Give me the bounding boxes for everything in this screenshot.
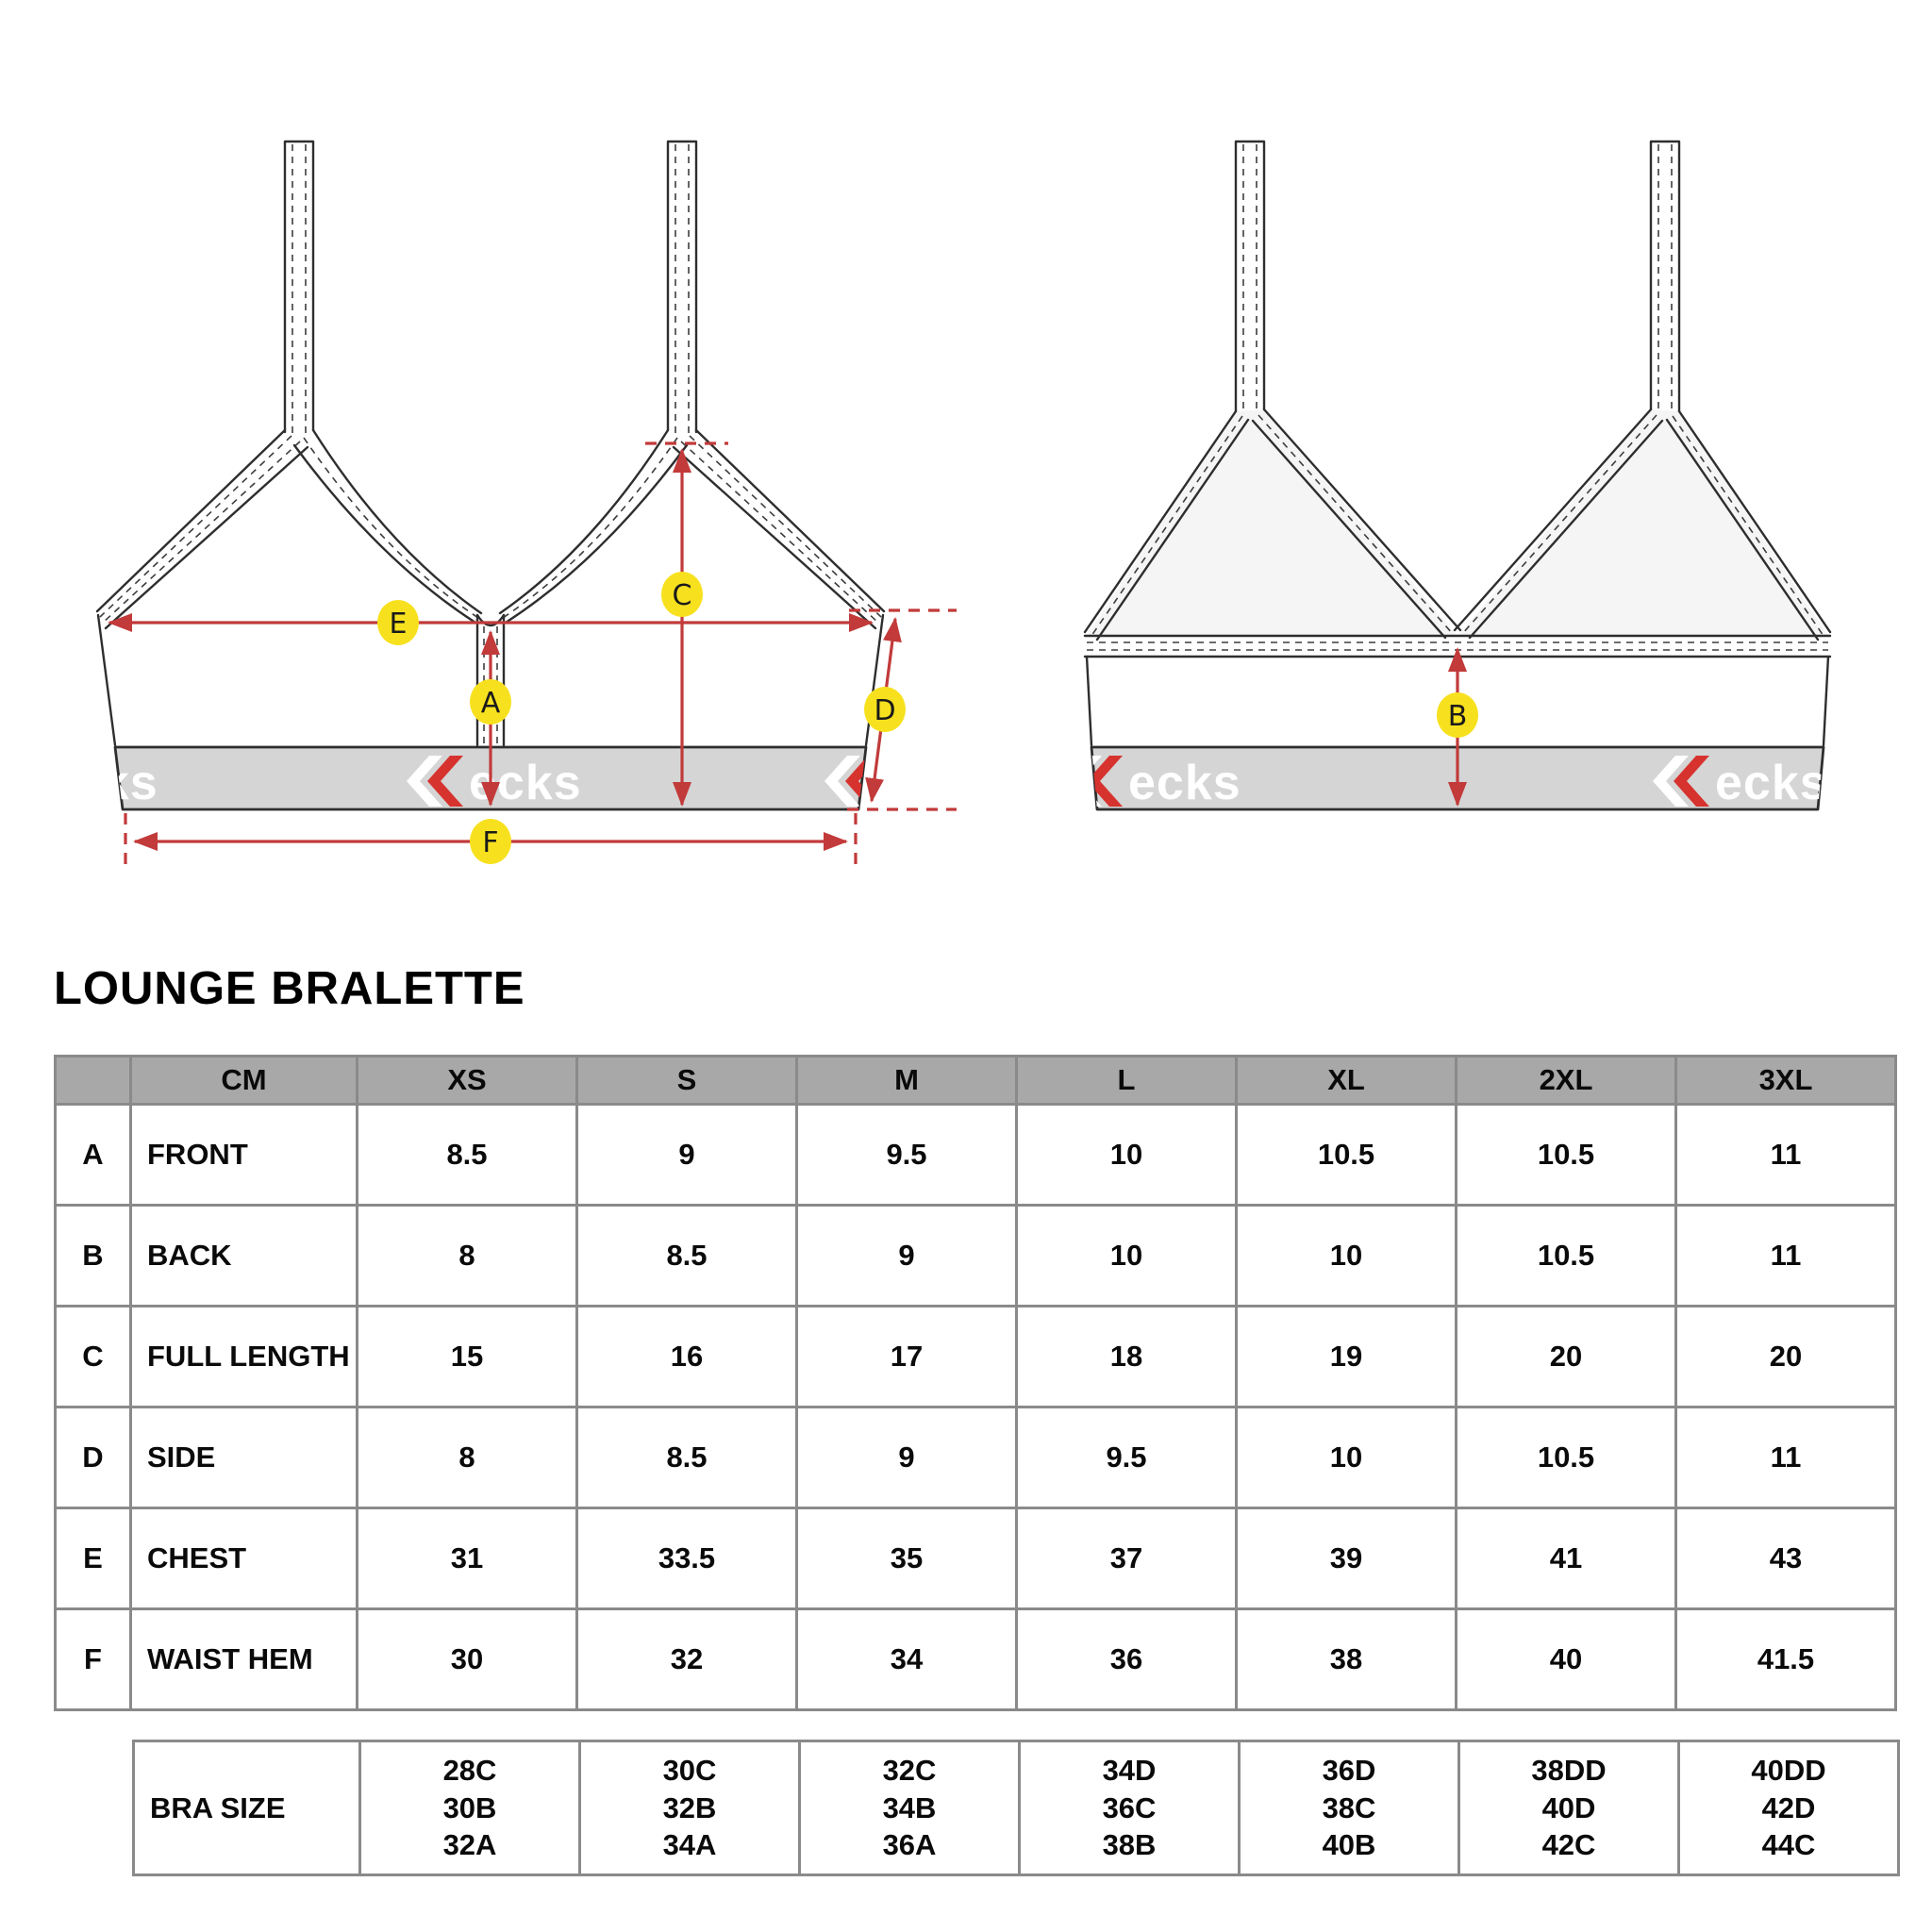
bra-size-line: 38B <box>1102 1828 1157 1862</box>
bralette-diagram-svg: ecks E A C D F B <box>0 0 1932 924</box>
column-header-l: L <box>1017 1057 1237 1105</box>
column-header-xl: XL <box>1237 1057 1457 1105</box>
row-letter: D <box>56 1407 131 1508</box>
table-row-back <box>56 1206 1896 1307</box>
bra-size-label: BRA SIZE <box>134 1741 360 1875</box>
size-value: 31 <box>358 1508 577 1609</box>
size-value: 10.5 <box>1457 1105 1676 1206</box>
size-value: 10.5 <box>1457 1206 1676 1307</box>
bra-size-cell-m <box>800 1741 1020 1875</box>
back-straps <box>1236 142 1679 413</box>
column-header-3xl: 3XL <box>1676 1057 1896 1105</box>
size-value: 9.5 <box>1017 1407 1237 1508</box>
bra-size-line: 30C <box>662 1754 717 1787</box>
bra-size-line: 40B <box>1322 1828 1376 1862</box>
size-value: 15 <box>358 1307 577 1407</box>
front-measure-labels <box>377 572 906 864</box>
table-row-chest <box>56 1508 1896 1609</box>
bra-size-line: 34A <box>662 1828 717 1862</box>
bra-size-cell-l <box>1020 1741 1240 1875</box>
row-letter: F <box>56 1609 131 1710</box>
badge-c-letter: C <box>672 579 692 612</box>
size-value: 35 <box>797 1508 1017 1609</box>
unit-header: CM <box>131 1057 358 1105</box>
table-row-side <box>56 1407 1896 1508</box>
table-row-waist-hem <box>56 1609 1896 1710</box>
bra-size-line: 40DD <box>1751 1754 1826 1787</box>
bra-size-line: 42D <box>1761 1790 1816 1824</box>
size-value: 41.5 <box>1676 1609 1896 1710</box>
size-value: 10 <box>1017 1206 1237 1307</box>
back-view <box>1066 142 1830 810</box>
size-value: 9 <box>577 1105 797 1206</box>
size-value: 20 <box>1457 1307 1676 1407</box>
size-value: 34 <box>797 1609 1017 1710</box>
bra-size-cell-xs <box>360 1741 580 1875</box>
size-value: 10.5 <box>1237 1105 1457 1206</box>
badge-e-letter: E <box>389 608 408 641</box>
row-label: CHEST <box>131 1508 358 1609</box>
badge-f-letter: F <box>482 826 499 859</box>
row-label: WAIST HEM <box>131 1609 358 1710</box>
size-value: 41 <box>1457 1508 1676 1609</box>
size-value: 32 <box>577 1609 797 1710</box>
size-value: 9.5 <box>797 1105 1017 1206</box>
bra-size-line: 32C <box>882 1754 937 1787</box>
size-value: 8.5 <box>358 1105 577 1206</box>
size-value: 11 <box>1676 1206 1896 1307</box>
size-value: 38 <box>1237 1609 1457 1710</box>
size-value: 10 <box>1017 1105 1237 1206</box>
badge-b-letter: B <box>1447 700 1468 733</box>
bra-size-line: 40D <box>1541 1790 1596 1824</box>
size-table-header-row <box>56 1057 1896 1105</box>
column-header-2xl: 2XL <box>1457 1057 1676 1105</box>
bra-size-line: 28C <box>442 1754 497 1787</box>
badge-d-letter: D <box>874 694 896 727</box>
bra-size-cell-2xl <box>1459 1741 1679 1875</box>
bra-size-line: 34B <box>882 1790 937 1824</box>
bra-size-line: 32A <box>442 1828 497 1862</box>
front-view <box>0 142 1000 866</box>
size-value: 18 <box>1017 1307 1237 1407</box>
column-header-s: S <box>577 1057 797 1105</box>
bra-size-table <box>132 1740 1900 1876</box>
measurement-diagrams <box>0 0 1932 924</box>
table-row-front <box>56 1105 1896 1206</box>
bra-size-line: 34D <box>1102 1754 1157 1787</box>
size-value: 40 <box>1457 1609 1676 1710</box>
bra-size-cell-xl <box>1240 1741 1459 1875</box>
row-label: SIDE <box>131 1407 358 1508</box>
row-letter: B <box>56 1206 131 1307</box>
row-label: FULL LENGTH <box>131 1307 358 1407</box>
front-cup-trims <box>97 430 884 628</box>
row-label: FRONT <box>131 1105 358 1206</box>
size-value: 11 <box>1676 1407 1896 1508</box>
bra-size-line: 38C <box>1322 1790 1376 1824</box>
corner-cell <box>56 1057 131 1105</box>
size-value: 10 <box>1237 1206 1457 1307</box>
column-header-xs: XS <box>358 1057 577 1105</box>
bra-size-line: 36A <box>882 1828 937 1862</box>
front-waistband-logos <box>0 756 1000 810</box>
size-value: 8 <box>358 1407 577 1508</box>
front-straps <box>285 142 696 434</box>
row-letter: A <box>56 1105 131 1206</box>
bra-size-line: 44C <box>1761 1828 1816 1862</box>
size-value: 19 <box>1237 1307 1457 1407</box>
size-value: 17 <box>797 1307 1017 1407</box>
badge-a-letter: A <box>480 687 501 720</box>
bra-size-line: 32B <box>662 1790 717 1824</box>
bra-size-line: 36D <box>1322 1754 1376 1787</box>
size-value: 8.5 <box>577 1206 797 1307</box>
size-value: 11 <box>1676 1105 1896 1206</box>
size-value: 20 <box>1676 1307 1896 1407</box>
size-value: 37 <box>1017 1508 1237 1609</box>
size-value: 33.5 <box>577 1508 797 1609</box>
bra-size-line: 42C <box>1541 1828 1596 1862</box>
size-value: 16 <box>577 1307 797 1407</box>
size-value: 43 <box>1676 1508 1896 1609</box>
size-value: 9 <box>797 1407 1017 1508</box>
table-row-full-length <box>56 1307 1896 1407</box>
size-value: 10.5 <box>1457 1407 1676 1508</box>
size-value: 9 <box>797 1206 1017 1307</box>
bra-size-row <box>134 1741 1899 1875</box>
bra-size-line: 36C <box>1102 1790 1157 1824</box>
size-measurement-table <box>54 1055 1897 1711</box>
size-value: 10 <box>1237 1407 1457 1508</box>
page-title: LOUNGE BRALETTE <box>54 963 525 1014</box>
size-value: 39 <box>1237 1508 1457 1609</box>
bra-size-line: 38DD <box>1531 1754 1607 1787</box>
size-value: 30 <box>358 1609 577 1710</box>
row-letter: C <box>56 1307 131 1407</box>
bra-size-cell-3xl <box>1679 1741 1899 1875</box>
bra-size-line: 30B <box>442 1790 497 1824</box>
size-value: 8.5 <box>577 1407 797 1508</box>
row-label: BACK <box>131 1206 358 1307</box>
size-value: 36 <box>1017 1609 1237 1710</box>
size-value: 8 <box>358 1206 577 1307</box>
column-header-m: M <box>797 1057 1017 1105</box>
row-letter: E <box>56 1508 131 1609</box>
bra-size-cell-s <box>580 1741 800 1875</box>
